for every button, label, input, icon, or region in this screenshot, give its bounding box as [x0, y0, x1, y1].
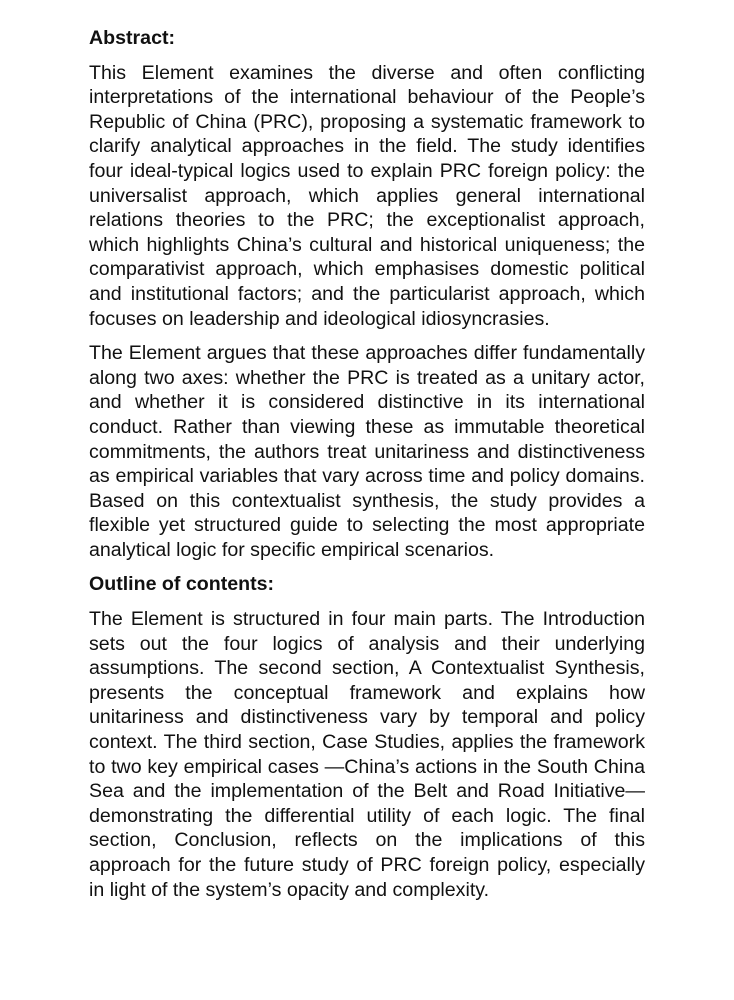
abstract-paragraph-1: This Element examines the diverse and often conflicting interpretations of the international behaviour of the People’s Republic of China (PRC), proposing a systematic framework to clarify analytical approaches in the field. The study identifies four ideal-typical logics used to explain PRC foreign policy: the universalist approach, which applies general international relations theories to the PRC; the exceptionalist approach, which highlights China’s cultural and historical uniqueness; the comparativist approach, which emphasises domestic political and institutional factors; and the particularist approach, which focuses on leadership and ideological idiosyncrasies.	[89, 61, 645, 330]
document-body	[89, 26, 645, 912]
abstract-paragraph-2: The Element argues that these approaches differ fundamentally along two axes: whether the PRC is treated as a unitary actor, and whether it is considered distinctive in its international conduct. Rather than viewing these as immutable theoretical commitments, the authors treat unitariness and distinctiveness as empirical variables that vary across time and policy domains. Based on this contextualist synthesis, the study provides a flexible yet structured guide to selecting the most appropriate analytical logic for specific empirical scenarios.	[89, 342, 645, 561]
outline-paragraph: The Element is structured in four main parts. The Introduction sets out the four logics of analysis and their underlying assumptions. The second section, A Contextualist Synthesis, presents the conceptual framework and explains how unitariness and distinctiveness vary by temporal and policy context. The third section, Case Studies, applies the framework to two key empirical cases —China’s actions in the South China Sea and the implementation of the Belt and Road Initiative— demonstrating the differential utility of each logic. The final section, Conclusion, reflects on the implications of this approach for the future study of PRC foreign policy, especially in light of the system’s opacity and complexity.	[89, 608, 645, 901]
abstract-heading: Abstract:	[89, 27, 176, 49]
outline-heading: Outline of contents:	[89, 573, 275, 596]
